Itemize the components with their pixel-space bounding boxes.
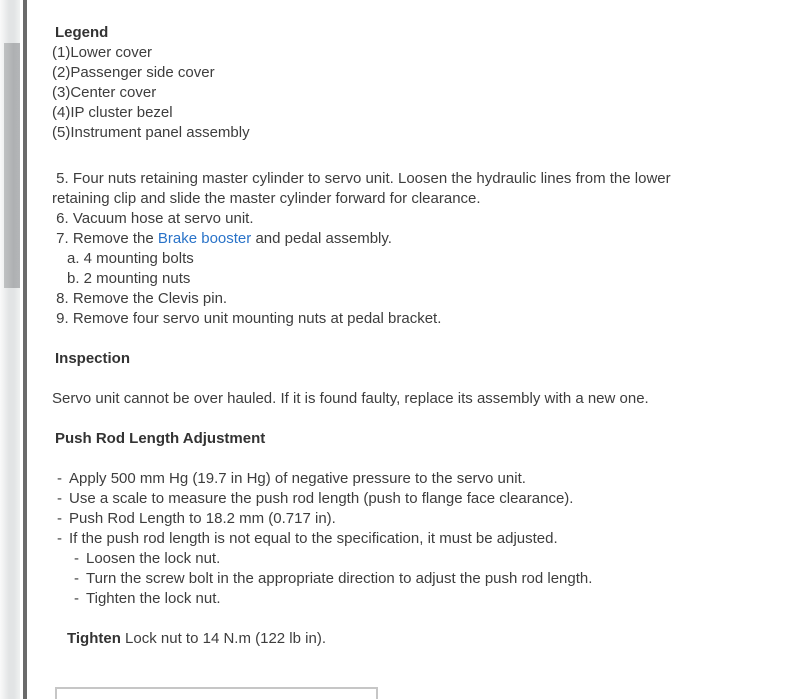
bullet-text: Use a scale to measure the push rod length (push to flange face clearance). — [69, 490, 574, 507]
spacer — [52, 329, 782, 349]
legend-item: (1)Lower cover — [52, 44, 153, 61]
legend-item: (2)Passenger side cover — [52, 64, 215, 81]
bullet-item — [52, 469, 782, 489]
step-7 — [52, 229, 782, 249]
figure-image-frame — [55, 687, 378, 699]
bullet-text: Turn the screw bolt in the appropriate direction to adjust the push rod length. — [86, 570, 593, 587]
step-7b: b. 2 mounting nuts — [67, 270, 191, 287]
bullet-text: Push Rod Length to 18.2 mm (0.717 in). — [69, 510, 336, 527]
step-8: 8. Remove the Clevis pin. — [52, 290, 228, 307]
spacer — [52, 369, 782, 389]
step-7-pre: 7. Remove the — [52, 230, 158, 247]
legend-item: (5)Instrument panel assembly — [52, 124, 250, 141]
legend-heading: Legend — [55, 24, 109, 41]
spacer — [52, 409, 782, 429]
document-content — [52, 23, 782, 649]
brake-booster-link[interactable]: Brake booster — [157, 230, 252, 247]
tighten-label: Tighten — [67, 630, 121, 647]
step-7a: a. 4 mounting bolts — [67, 250, 194, 267]
bullet-item — [52, 489, 782, 509]
content-divider-line — [23, 0, 27, 699]
bullet-dash: - — [74, 550, 79, 567]
step-9: 9. Remove four servo unit mounting nuts at pedal bracket. — [52, 310, 442, 327]
bullet-text: If the push rod length is not equal to the specification, it must be adjusted. — [69, 530, 558, 547]
tighten-spec — [52, 629, 782, 649]
step-5-line-2: retaining clip and slide the master cylinder forward for clearance. — [52, 190, 481, 207]
bullet-dash: - — [57, 470, 62, 487]
bullet-text: Tighten the lock nut. — [86, 590, 221, 607]
bullet-item — [52, 509, 782, 529]
sub-bullet-item — [52, 589, 782, 609]
bullet-text: Apply 500 mm Hg (19.7 in Hg) of negative pressure to the servo unit. — [69, 470, 526, 487]
sub-bullet-item — [52, 549, 782, 569]
vertical-scrollbar-track[interactable] — [0, 0, 20, 699]
tighten-text: Lock nut to 14 N.m (122 lb in). — [120, 630, 326, 647]
inspection-body: Servo unit cannot be over hauled. If it is found faulty, replace its assembly with a new one. — [52, 390, 649, 407]
step-5-line-1: 5. Four nuts retaining master cylinder to servo unit. Loosen the hydraulic lines from the lower — [52, 170, 671, 187]
spacer — [52, 609, 782, 629]
vertical-scrollbar-thumb[interactable] — [4, 43, 20, 288]
bullet-dash: - — [74, 590, 79, 607]
push-rod-heading: Push Rod Length Adjustment — [55, 430, 266, 447]
inspection-heading: Inspection — [55, 350, 131, 367]
bullet-text: Loosen the lock nut. — [86, 550, 221, 567]
spacer — [52, 143, 782, 169]
bullet-dash: - — [74, 570, 79, 587]
legend-item: (4)IP cluster bezel — [52, 104, 173, 121]
step-6: 6. Vacuum hose at servo unit. — [52, 210, 254, 227]
bullet-item — [52, 529, 782, 549]
step-7-post: and pedal assembly. — [251, 230, 392, 247]
legend-item: (3)Center cover — [52, 84, 157, 101]
bullet-dash: - — [57, 530, 62, 547]
bullet-dash: - — [57, 510, 62, 527]
sub-bullet-item — [52, 569, 782, 589]
spacer — [52, 449, 782, 469]
bullet-dash: - — [57, 490, 62, 507]
